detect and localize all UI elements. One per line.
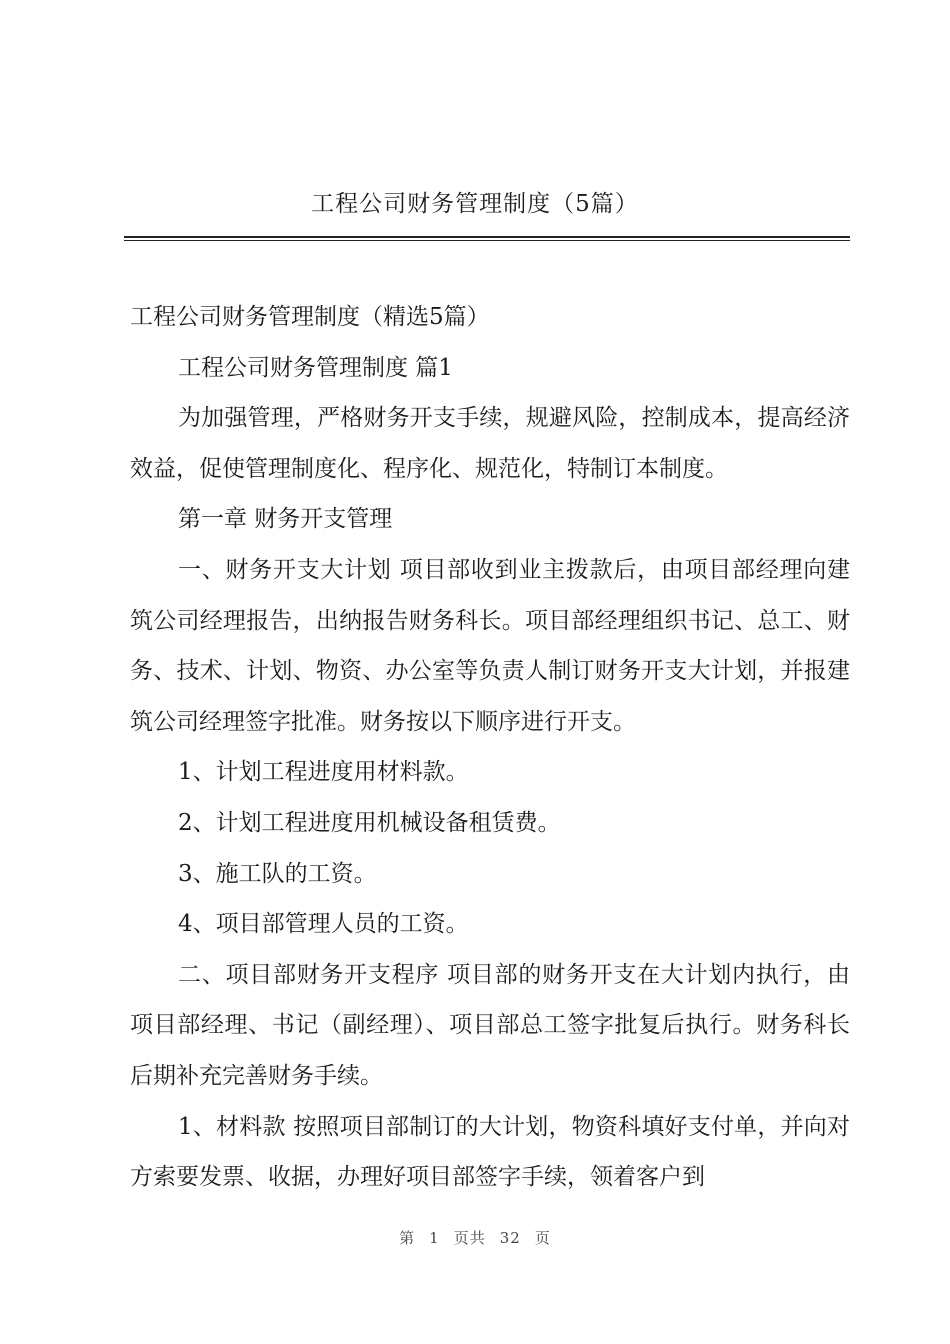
section-heading-paragraph: 工程公司财务管理制度 篇1: [178, 354, 453, 381]
footer-middle: 页共: [453, 1229, 486, 1247]
body-paragraph: 一、财务开支大计划 项目部收到业主拨款后，由项目部经理向建筑公司经理报告，出纳报告财务科长。项目部经理组织书记、总工、财务、技术、计划、物资、办公室等负责人制订财务开支大计划，并报建筑公司经理签字批准。财务按以下顺序进行开支。: [130, 556, 850, 735]
chapter-heading-paragraph: 第一章 财务开支管理: [178, 506, 393, 533]
list-item-paragraph: 3、施工队的工资。: [178, 860, 377, 887]
footer-prefix: 第: [399, 1229, 416, 1247]
footer-total-pages: 32: [499, 1229, 521, 1247]
body-paragraph: 为加强管理，严格财务开支手续，规避风险，控制成本，提高经济效益，促使管理制度化、程序化、规范化，特制订本制度。: [130, 405, 850, 482]
list-item-paragraph: 4、项目部管理人员的工资。: [178, 911, 469, 938]
title-divider-thick-line: [124, 236, 850, 238]
list-item-paragraph: 2、计划工程进度用机械设备租赁费。: [178, 809, 561, 836]
title-divider: [124, 236, 850, 242]
body-paragraph: 二、项目部财务开支程序 项目部的财务开支在大计划内执行，由项目部经理、书记（副经理）、项目部总工签字批复后执行。财务科长后期补充完善财务手续。: [130, 961, 850, 1089]
footer-suffix: 页: [534, 1229, 551, 1247]
page-footer: [0, 1227, 950, 1248]
footer-current-page: 1: [429, 1229, 440, 1247]
list-item-paragraph: 1、计划工程进度用材料款。: [178, 759, 469, 786]
body-paragraph: 1、材料款 按照项目部制订的大计划，物资科填好支付单，并向对方索要发票、收据，办理好项目部签字手续，领着客户到: [130, 1113, 850, 1191]
document-body: [130, 292, 850, 1203]
document-title: 工程公司财务管理制度（5篇）: [311, 191, 639, 217]
title-divider-thin-line: [124, 240, 850, 241]
subtitle-paragraph: 工程公司财务管理制度（精选5篇）: [130, 304, 490, 330]
